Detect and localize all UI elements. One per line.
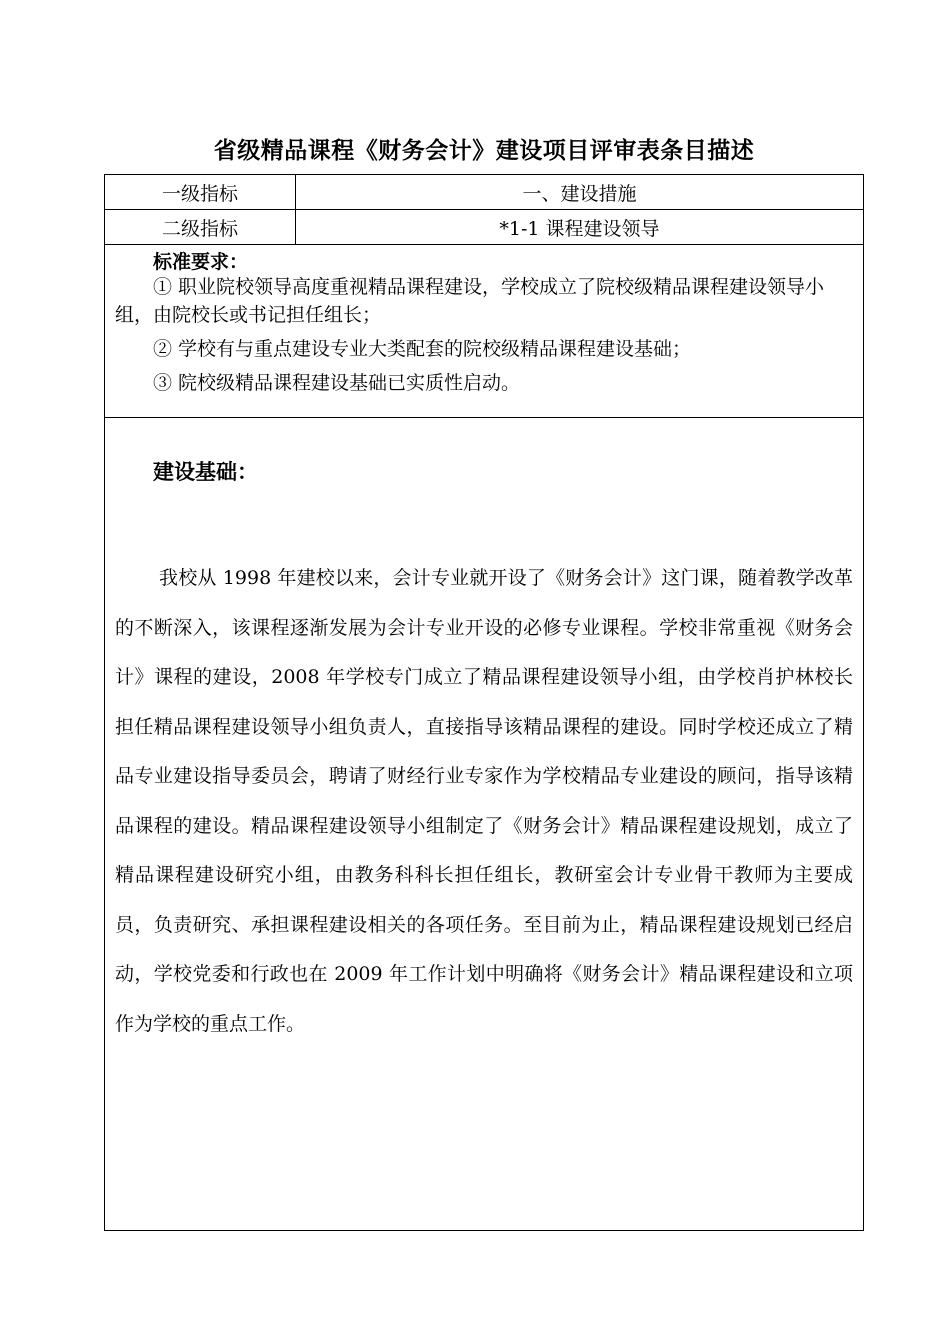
document-title: 省级精品课程《财务会计》建设项目评审表条目描述 — [213, 138, 755, 164]
standard-item-1: ① 职业院校领导高度重视精品课程建设，学校成立了院校级精品课程建设领导小组，由院校长或书记担任组长； — [115, 276, 825, 326]
standard-cell — [105, 245, 864, 418]
level-1-label: 一级指标 — [105, 175, 296, 210]
level-1-value: 一、建设措施 — [296, 175, 864, 210]
level-2-label: 二级指标 — [105, 210, 296, 245]
table-row-basis — [105, 418, 864, 1231]
table-row-standard — [105, 245, 864, 418]
level-2-value: *1-1 课程建设领导 — [296, 210, 864, 245]
standard-item-3: ③ 院校级精品课程建设基础已实质性启动。 — [153, 372, 521, 394]
standard-item-2: ② 学校有与重点建设专业大类配套的院校级精品课程建设基础； — [153, 338, 692, 360]
table-row-level-1 — [105, 175, 864, 210]
table-row-level-2 — [105, 210, 864, 245]
basis-body: 我校从 1998 年建校以来，会计专业就开设了《财务会计》这门课，随着教学改革的不断深入，该课程逐渐发展为会计专业开设的必修专业课程。学校非常重视《财务会计》课程的建设，2008 年学校专门成立了精品课程建设领导小组，由学校肖护林校长担任精品课程建设领导小组负责人，直接指导该精品课程的建设。同时学校还成立了精品专业建设指导委员会，聘请了财经行业专家作为学校精品专业建设的顾问，指导该精品课程的建设。精品课程建设领导小组制定了《财务会计》精品课程建设规划，成立了精品课程建设研究小组，由教务科科长担任组长，教研室会计专业骨干教师为主要成员，负责研究、承担课程建设相关的各项任务。至目前为止，精品课程建设规划已经启动，学校党委和行政也在 2009 年工作计划中明确将《财务会计》精品课程建设和立项作为学校的重点工作。 — [115, 567, 853, 1035]
standard-heading: 标准要求： — [153, 251, 249, 273]
basis-heading: 建设基础： — [153, 460, 258, 484]
basis-cell — [105, 418, 864, 1231]
evaluation-table — [104, 174, 864, 1231]
